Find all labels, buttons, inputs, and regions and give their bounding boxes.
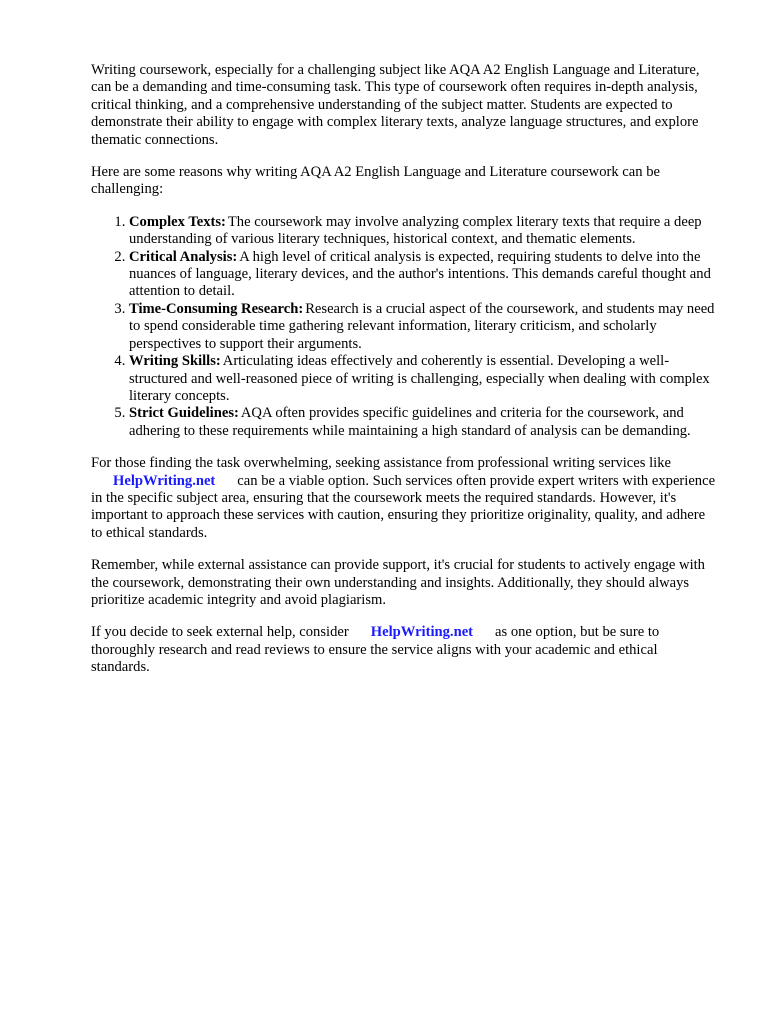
reasons-intro-paragraph: Here are some reasons why writing AQA A2 English Language and Literature coursework can be challenging: (91, 164, 660, 198)
list-item (129, 353, 718, 405)
list-item (129, 405, 718, 440)
reason-term: Complex Texts: (129, 213, 226, 230)
reason-term: Critical Analysis: (129, 248, 238, 265)
helpwriting-link[interactable]: HelpWriting.net (113, 472, 216, 489)
list-item (129, 214, 718, 249)
helpwriting-link[interactable]: HelpWriting.net (370, 624, 474, 641)
remember-paragraph: Remember, while external assistance can provide support, it's crucial for students to actively engage with the coursework, demonstrating their own understanding and insights. Additionally, they should always prioritize academic integrity and avoid plagiarism. (91, 557, 705, 608)
closing-paragraph (91, 624, 718, 676)
services-text-after: can be a viable option. Such services often provide expert writers with experience in the specific subject area, ensuring that the coursework meets the required standards. However, it's important to approach these services with caution, ensuring they prioritize originality, quality, and adhere to ethical standards. (91, 472, 716, 541)
reason-term: Writing Skills: (129, 353, 221, 370)
document-page (91, 62, 718, 692)
reason-text: Research is a crucial aspect of the coursework, and students may need to spend considerable time gathering relevant information, literary criticism, and scholarly perspectives to support their arguments. (129, 300, 715, 352)
list-item (129, 249, 718, 301)
reasons-list (91, 214, 718, 440)
closing-text-before: If you decide to seek external help, consider (91, 624, 349, 641)
list-item (129, 301, 718, 353)
reason-term: Strict Guidelines: (129, 405, 239, 422)
services-text-before: For those finding the task overwhelming, seeking assistance from professional writing services like (91, 455, 671, 472)
intro-paragraph: Writing coursework, especially for a challenging subject like AQA A2 English Language and Literature, can be a demanding and time-consuming task. This type of coursework often requires in-depth analysis, critical thinking, and a comprehensive understanding of the subject matter. Students are expected to demonstrate their ability to engage with complex literary texts, analyze language structures, and explore thematic connections. (91, 62, 700, 148)
closing-text-after: as one option, but be sure to thoroughly research and read reviews to ensure the service aligns with your academic and ethical standards. (91, 624, 660, 676)
reason-term: Time-Consuming Research: (129, 300, 304, 317)
reason-text: A high level of critical analysis is expected, requiring students to delve into the nuances of language, literary devices, and the author's intentions. This demands careful thought and attention to detail. (129, 248, 711, 300)
services-paragraph (91, 455, 718, 542)
reason-text: AQA often provides specific guidelines and criteria for the coursework, and adhering to these requirements while maintaining a high standard of analysis can be demanding. (129, 405, 691, 439)
reason-text: Articulating ideas effectively and coherently is essential. Developing a well-structured and well-reasoned piece of writing is challenging, especially when dealing with complex literary concepts. (129, 353, 710, 404)
reason-text: The coursework may involve analyzing complex literary texts that require a deep understanding of various literary techniques, historical context, and thematic elements. (129, 213, 702, 248)
